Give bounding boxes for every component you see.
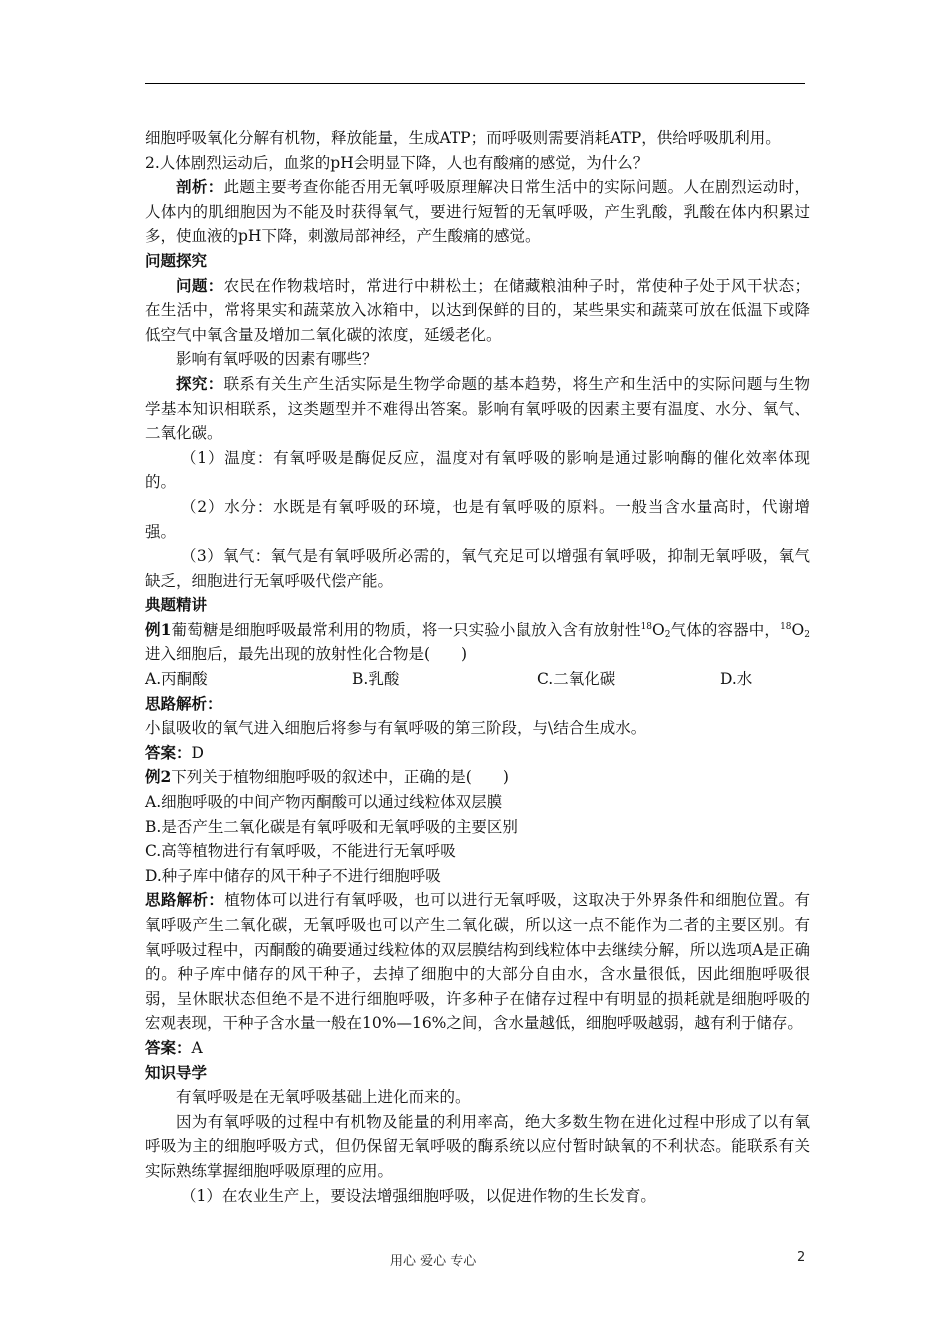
example-1-options: [145, 667, 810, 692]
example-2-think: [145, 888, 810, 1036]
section-heading-examples: 典题精讲: [145, 595, 208, 615]
isotope-superscript: 18: [640, 621, 653, 632]
example-2-answer: [145, 1036, 810, 1061]
question-2: 2.人体剧烈运动后，血浆的pH会明显下降，人也有酸痛的感觉，为什么？: [145, 153, 649, 172]
option-b: B.乳酸: [352, 670, 400, 689]
example-1-answer: [145, 741, 810, 766]
option-a: A.细胞呼吸的中间产物丙酮酸可以通过线粒体双层膜: [145, 793, 503, 812]
example-1-think-text: 小鼠吸收的氧气进入细胞后将参与有氧呼吸的第三阶段，与\结合生成水。: [145, 719, 647, 738]
footer-text: 用心 爱心 专心: [390, 1254, 477, 1269]
analysis-text: 此题主要考查你能否用无氧呼吸原理解决日常生活中的实际问题。人在剧烈运动时，人体内的肌细胞因为不能及时获得氧气，要进行短暂的无氧呼吸，产生乳酸，乳酸在体内积累过多，使血液的pH下降，刺激局部神经，产生酸痛的感觉。: [145, 178, 810, 246]
inquiry-ask: 影响有氧呼吸的因素有哪些？: [176, 350, 378, 369]
explore-paragraph: [145, 372, 810, 446]
paragraph: 细胞呼吸氧化分解有机物，释放能量，生成ATP；而呼吸则需要消耗ATP，供给呼吸肌利用。: [145, 129, 781, 147]
option-c: C.二氧化碳: [537, 670, 616, 689]
page-number: 2: [797, 1250, 806, 1265]
analysis-paragraph: [145, 175, 810, 249]
example-1-think-label: 思路解析：: [145, 693, 223, 713]
answer-value: D: [191, 743, 204, 762]
example-1-text-c: 进入细胞后，最先出现的放射性化合物是( ): [145, 645, 468, 664]
example-2-label: 例2: [145, 767, 172, 787]
section-heading-inquiry: 问题探究: [145, 250, 208, 270]
guide-paragraph: 有氧呼吸是在无氧呼吸基础上进化而来的。: [176, 1088, 471, 1107]
answer-value: A: [191, 1038, 203, 1057]
example-2-text: 下列关于植物细胞呼吸的叙述中，正确的是( ): [171, 768, 509, 787]
explore-text: 联系有关生产生活实际是生物学命题的基本趋势，将生产和生活中的实际问题与生物学基本知识相联系，这类题型并不难得出答案。影响有氧呼吸的因素主要有温度、水分、氧气、二氧化碳。: [145, 374, 810, 443]
isotope-superscript: 18: [780, 621, 792, 632]
question-label: 问题：: [176, 275, 224, 295]
analysis-label: 剖析：: [176, 177, 224, 197]
option-b: B.是否产生二氧化碳是有氧呼吸和无氧呼吸的主要区别: [145, 817, 518, 836]
guide-paragraph: 因为有氧呼吸的过程中有机物及能量的利用率高，绝大多数生物在进化过程中形成了以有氧呼吸为主的细胞呼吸方式，但仍保留无氧呼吸的酶系统以应付暂时缺氧的不利状态。能联系有关实际熟练掌握细胞呼吸原理的应用。: [145, 1112, 810, 1180]
think-text: 植物体可以进行有氧呼吸，也可以进行无氧呼吸，这取决于外界条件和细胞位置。有氧呼吸产生二氧化碳，无氧呼吸也可以产生二氧化碳，所以这一点不能作为二者的主要区别。有氧呼吸过程中，丙酮酸的确要通过线粒体的双层膜结构到线粒体中去继续分解，所以选项A是正确的。种子库中储存的风干种子，去掉了细胞中的大部分自由水，含水量很低，因此细胞呼吸很弱，呈休眠状态但绝不是不进行细胞呼吸，许多种子在储存过程中有明显的损耗就是细胞呼吸的宏观表现，干种子含水量一般在10%—16%之间，含水量越低，细胞呼吸越弱，越有利于储存。: [145, 891, 810, 1033]
option-d: D.种子库中储存的风干种子不进行细胞呼吸: [145, 866, 441, 885]
option-d: D.水: [720, 670, 753, 689]
oxygen-subscript: 2: [664, 629, 671, 640]
example-1-label: 例1: [145, 619, 172, 639]
factor-water: （2）水分：水既是有氧呼吸的环境，也是有氧呼吸的原料。一般当含水量高时，代谢增强。: [145, 497, 810, 541]
section-heading-guide: 知识导学: [145, 1062, 208, 1082]
oxygen-symbol: O: [791, 620, 805, 639]
answer-label: 答案：: [145, 742, 192, 762]
answer-label: 答案：: [145, 1037, 192, 1057]
header-rule: [145, 83, 805, 84]
guide-paragraph: （1）在农业生产上，要设法增强细胞呼吸，以促进作物的生长发育。: [181, 1186, 656, 1205]
page-body: [145, 126, 810, 1208]
oxygen-symbol: O: [652, 620, 665, 639]
example-1-text-b: 气体的容器中，: [670, 620, 781, 639]
example-1-text-a: 葡萄糖是细胞呼吸最常利用的物质，将一只实验小鼠放入含有放射性: [171, 620, 641, 639]
factor-temperature: （1）温度：有氧呼吸是酶促反应，温度对有氧呼吸的影响是通过影响酶的催化效率体现的。: [145, 448, 810, 492]
option-a: A.丙酮酸: [145, 670, 208, 689]
example-2-stem: [145, 765, 810, 790]
question-text: 农民在作物栽培时，常进行中耕松土；在储藏粮油种子时，常使种子处于风干状态；在生活中，常将果实和蔬菜放入冰箱中，以达到保鲜的目的，某些果实和蔬菜可放在低温下或降低空气中氧含量及增加二氧化碳的浓度，延缓老化。: [145, 276, 810, 344]
explore-label: 探究：: [176, 373, 224, 393]
example-1-stem: [145, 618, 810, 667]
option-c: C.高等植物进行有氧呼吸，不能进行无氧呼吸: [145, 842, 456, 861]
factor-oxygen: （3）氧气：氧气是有氧呼吸所必需的，氧气充足可以增强有氧呼吸，抑制无氧呼吸，氧气缺乏，细胞进行无氧呼吸代偿产能。: [145, 547, 810, 590]
think-label: 思路解析：: [145, 890, 225, 910]
oxygen-subscript: 2: [804, 629, 810, 640]
question-paragraph: [145, 274, 810, 348]
